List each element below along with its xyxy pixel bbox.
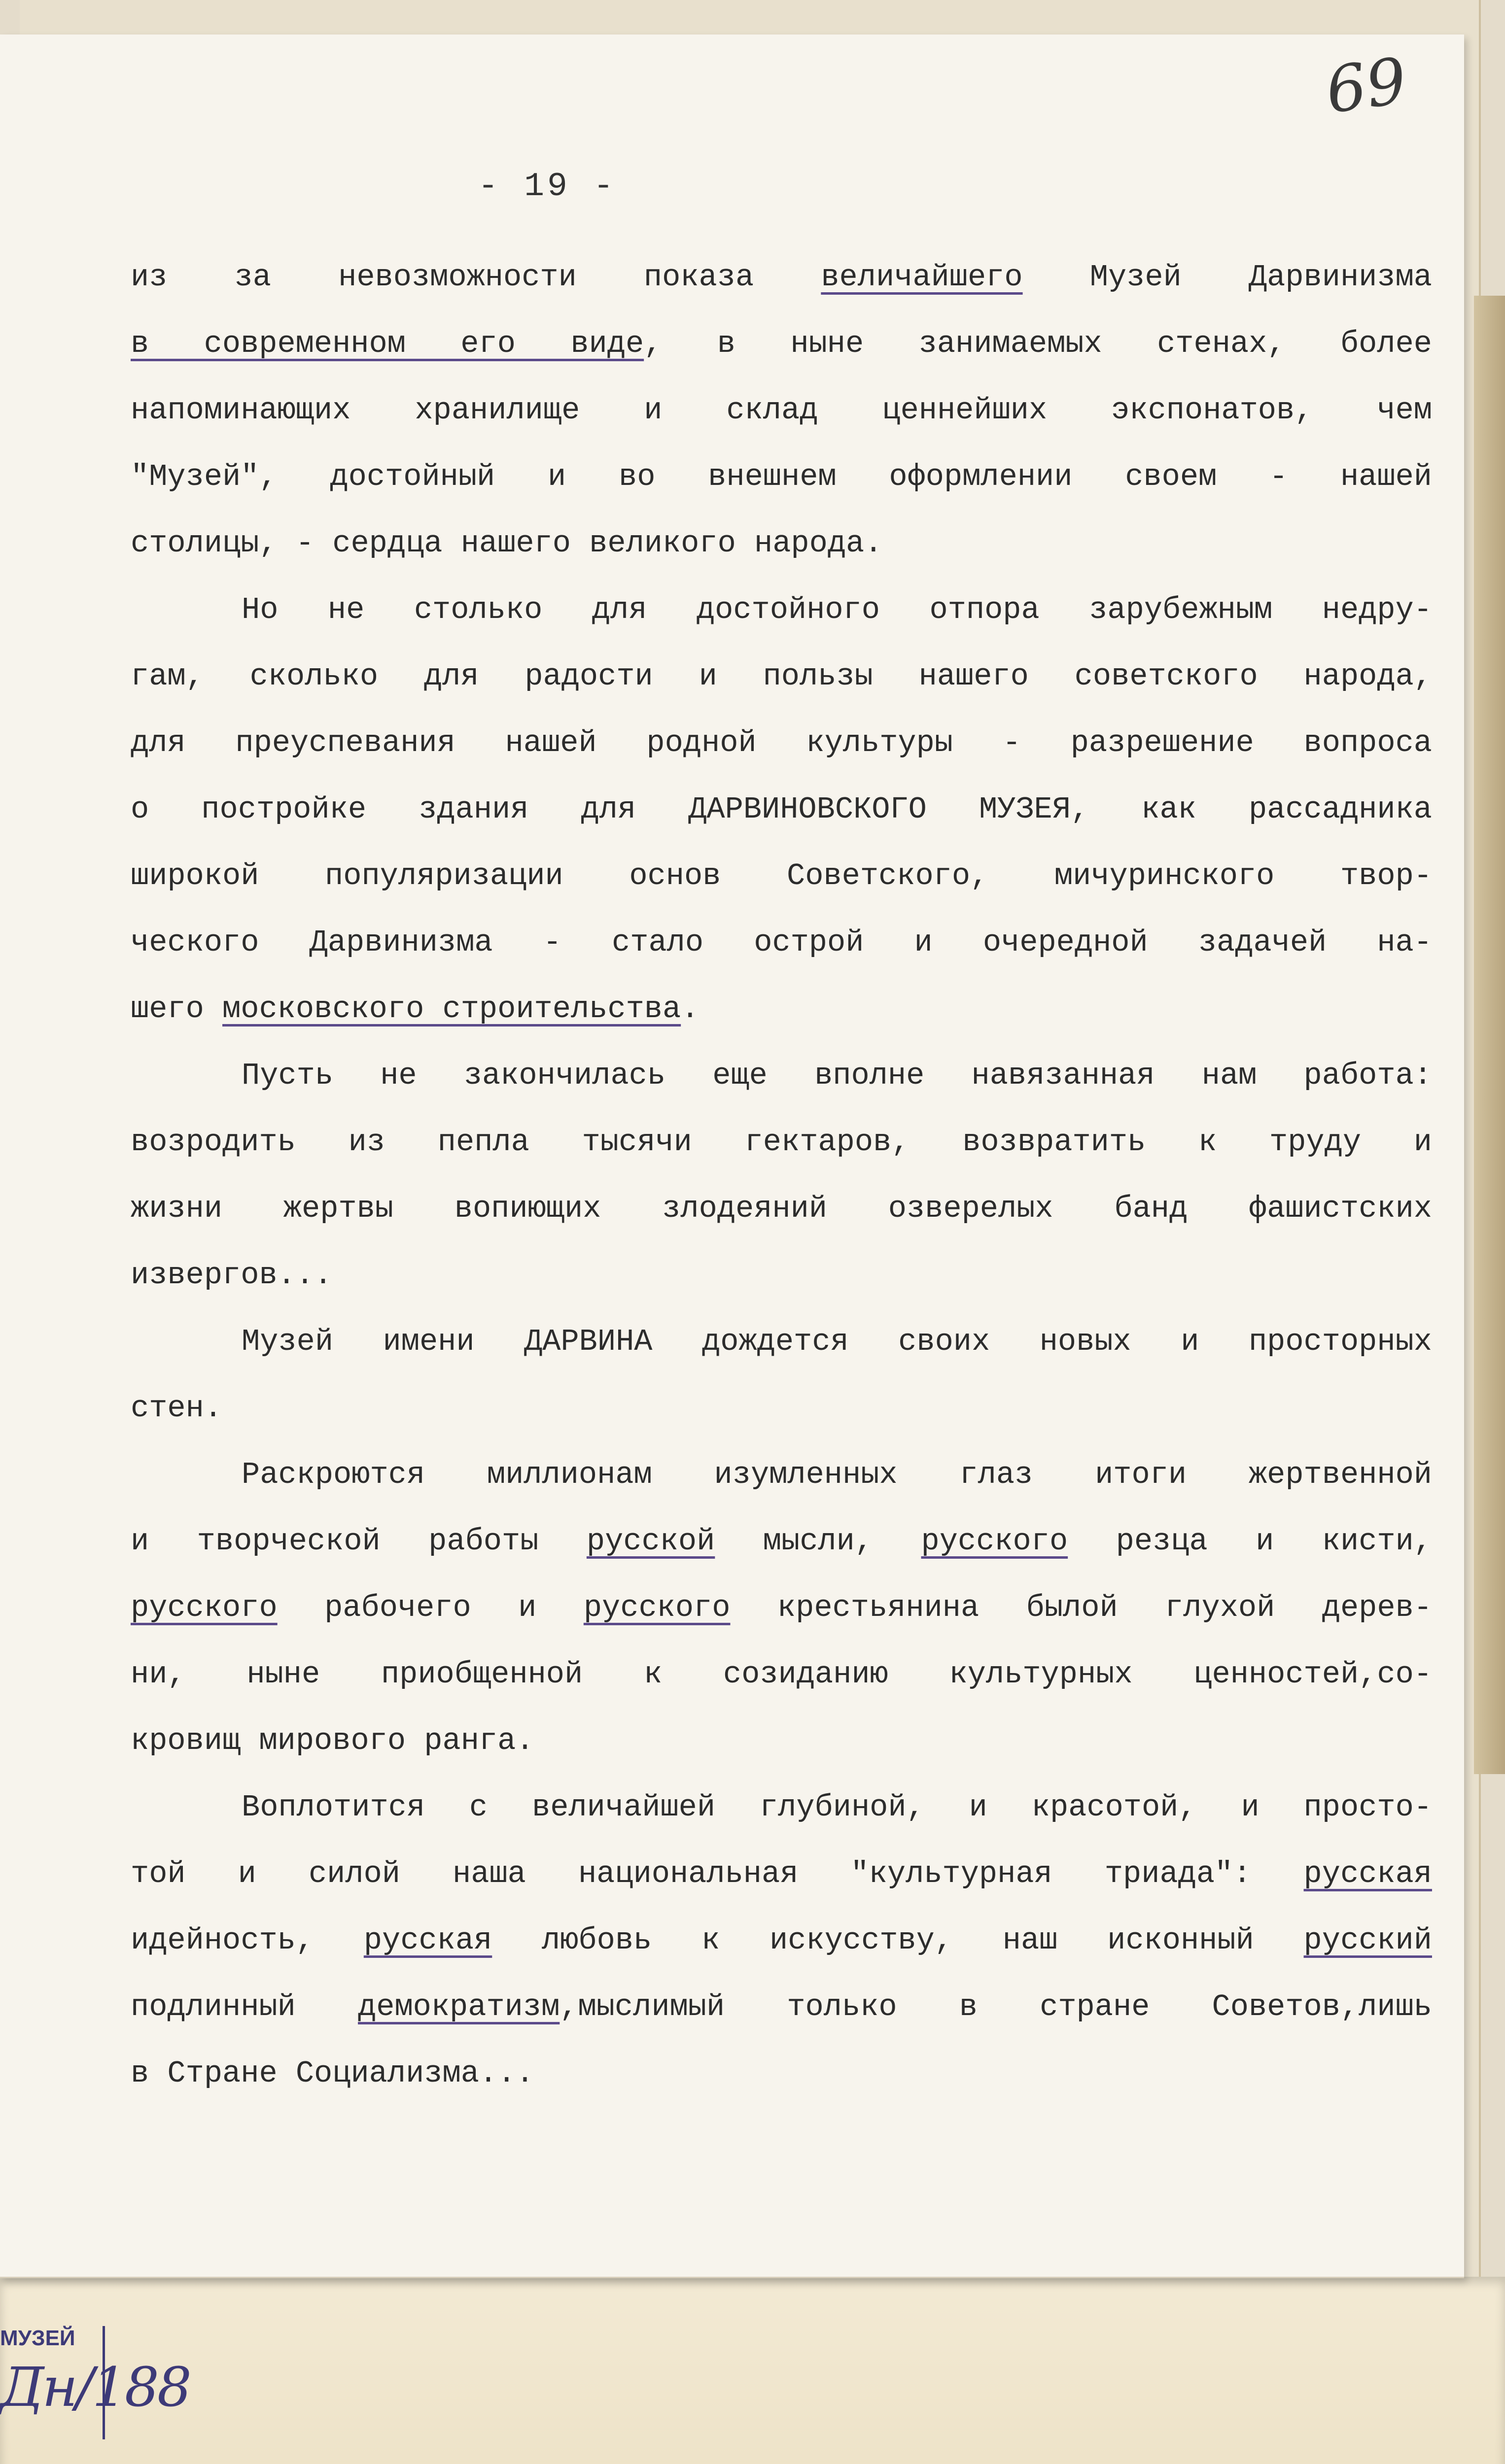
archive-stamp xyxy=(0,2326,190,2444)
text-line: широкой популяризации основ Советского, мичуринского твор- xyxy=(131,858,1432,893)
text-line: стен. xyxy=(131,1391,223,1426)
binding-edge xyxy=(1474,296,1505,1774)
text-line: извергов... xyxy=(131,1258,333,1293)
text-line: и творческой работы русской мысли, русского резца и кисти, xyxy=(131,1524,1432,1559)
text-line: ческого Дарвинизма - стало острой и очередной задачей на- xyxy=(131,925,1432,960)
text-line: идейность, русская любовь к искусству, наш исконный русский xyxy=(131,1923,1432,1958)
text-line: в Стране Социализма... xyxy=(131,2056,534,2091)
text-line: русского рабочего и русского крестьянина былой глухой дерев- xyxy=(131,1590,1432,1625)
text-line: в современном его виде, в ныне занимаемых стенах, более xyxy=(131,326,1432,361)
page-number: - 19 - xyxy=(478,168,617,205)
text-line: гам, сколько для радости и пользы нашего советского народа, xyxy=(131,659,1432,694)
stamp-label: МУЗЕЙ xyxy=(0,2326,75,2350)
paragraph xyxy=(131,1774,1432,2107)
text-line: жизни жертвы вопиющих злодеяний озверелых банд фашистских xyxy=(131,1191,1432,1226)
underlying-sheet xyxy=(0,2277,1505,2464)
body-text xyxy=(131,244,1432,2107)
paragraph xyxy=(131,1308,1432,1441)
paragraph xyxy=(131,577,1432,1042)
paragraph xyxy=(131,244,1432,577)
text-line: о постройке здания для ДАРВИНОВСКОГО МУЗЕЯ, как рассадника xyxy=(131,792,1432,827)
text-line: кровищ мирового ранга. xyxy=(131,1723,534,1758)
paragraph xyxy=(131,1042,1432,1308)
text-line: для преуспевания нашей родной культуры - разрешение вопроса xyxy=(131,725,1432,760)
text-line: Пусть не закончилась еще вполне навязанная нам работа: xyxy=(242,1058,1432,1093)
stamp-signature: Дн/188 xyxy=(0,2356,190,2419)
text-line: Воплотится с величайшей глубиной, и красотой, и просто- xyxy=(242,1790,1432,1825)
text-line: той и силой наша национальная "культурная триада": русская xyxy=(131,1856,1432,1891)
text-line: Но не столько для достойного отпора зарубежным недру- xyxy=(242,592,1432,627)
text-line: возродить из пепла тысячи гектаров, возвратить к труду и xyxy=(131,1125,1432,1160)
text-line: ни, ныне приобщенной к созиданию культурных ценностей,со- xyxy=(131,1657,1432,1692)
text-line: Раскроются миллионам изумленных глаз итоги жертвенной xyxy=(242,1457,1432,1492)
text-line: напоминающих хранилище и склад ценнейших экспонатов, чем xyxy=(131,393,1432,428)
text-line: шего московского строительства. xyxy=(131,992,700,1027)
text-line: подлинный демократизм,мыслимый только в стране Советов,лишь xyxy=(131,1989,1432,2024)
text-line: "Музей", достойный и во внешнем оформлении своем - нашей xyxy=(131,459,1432,494)
paragraph xyxy=(131,1441,1432,1774)
text-line: из за невозможности показа величайшего Музей Дарвинизма xyxy=(131,260,1432,295)
text-line: Музей имени ДАРВИНА дождется своих новых и просторных xyxy=(242,1324,1432,1359)
handwritten-folio-number: 69 xyxy=(1321,44,1411,128)
text-line: столицы, - сердца нашего великого народа. xyxy=(131,526,883,561)
